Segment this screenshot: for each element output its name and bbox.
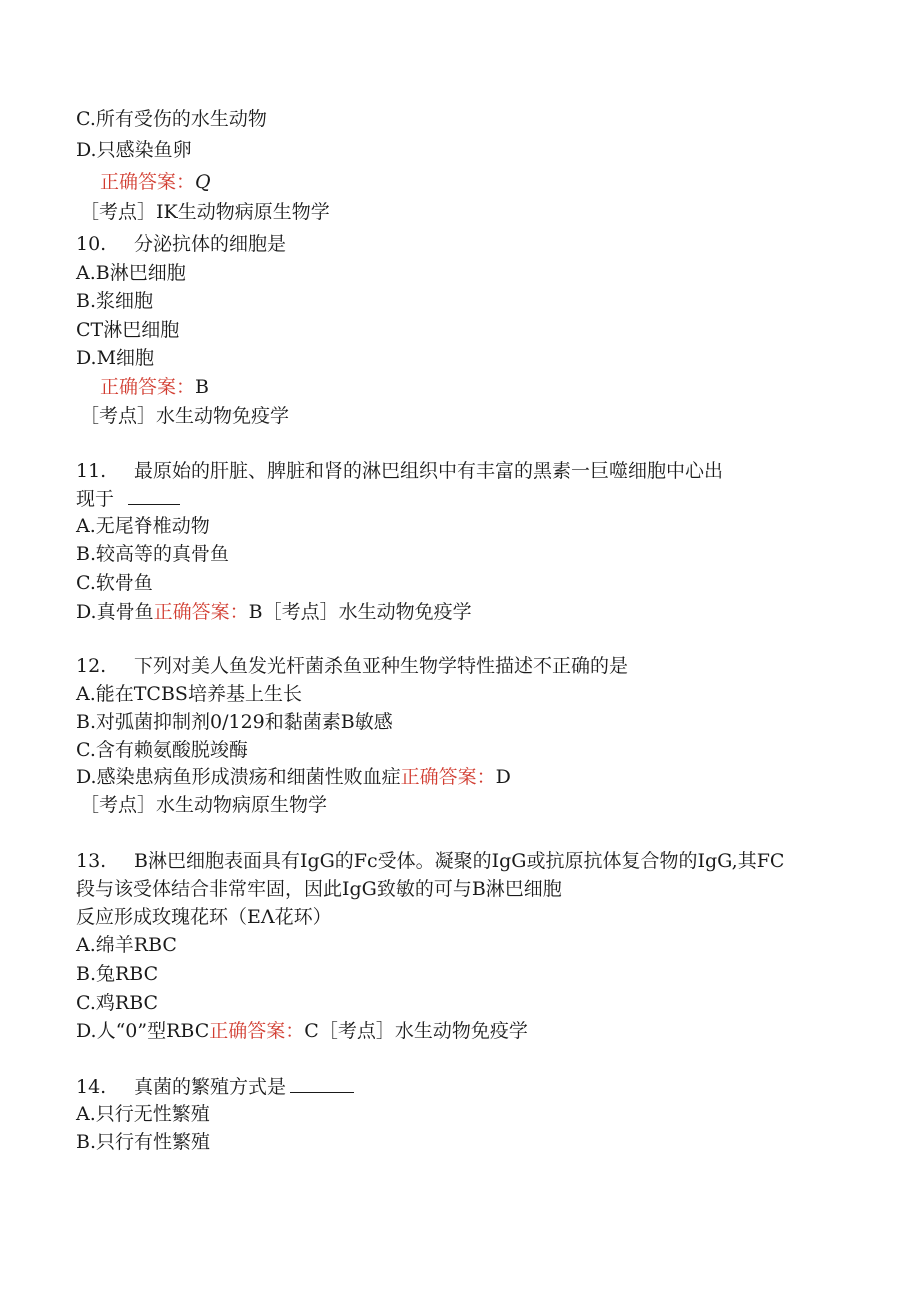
answer-blank bbox=[290, 1074, 354, 1093]
q14-option-b: B.只行有性繁殖 bbox=[76, 1131, 211, 1153]
kaodian: ［考点］水生动物免疫学 bbox=[318, 1020, 528, 1042]
question-text: B淋巴细胞表面具有IgG的Fc受体。凝聚的IgG或抗原抗体复合物的IgG,其FC bbox=[134, 850, 785, 872]
q13-option-a: A.绵羊RBC bbox=[76, 934, 177, 956]
q9-option-c: C.所有受伤的水生动物 bbox=[76, 108, 267, 130]
answer-value: D bbox=[495, 766, 511, 788]
answer-value: B bbox=[248, 601, 263, 623]
q13-option-b: B.兔RBC bbox=[76, 963, 159, 985]
q9-option-d: D.只感染鱼卵 bbox=[76, 139, 192, 161]
answer-label: 正确答案： bbox=[100, 171, 196, 193]
q10-option-b: B.浆细胞 bbox=[76, 290, 154, 312]
q14-option-a: A.只行无性繁殖 bbox=[76, 1103, 210, 1125]
q11-option-a: A.无尾脊椎动物 bbox=[76, 515, 210, 537]
question-text: 现于 bbox=[76, 488, 115, 510]
q10-option-a: A.B淋巴细胞 bbox=[76, 262, 186, 284]
q12-option-c: C.含有赖氨酸脱竣酶 bbox=[76, 739, 248, 761]
answer-label: 正确答案： bbox=[153, 601, 249, 623]
q13-option-d bbox=[76, 1019, 528, 1043]
q13-option-c: C.鸡RBC bbox=[76, 992, 159, 1014]
q14-stem bbox=[76, 1074, 354, 1099]
question-number: 12. bbox=[76, 655, 107, 677]
q13-stem-line1 bbox=[76, 849, 784, 873]
option-text: D.真骨鱼 bbox=[76, 601, 154, 623]
q13-stem-line3: 反应形成玫瑰花环（EΛ花环） bbox=[76, 906, 332, 928]
q10-option-d: D.M细胞 bbox=[76, 347, 155, 369]
q10-stem bbox=[76, 232, 286, 256]
q11-option-c: C.软骨鱼 bbox=[76, 572, 153, 594]
answer-value: Q bbox=[195, 171, 211, 193]
q9-answer bbox=[100, 170, 211, 194]
q11-option-b: B.较高等的真骨鱼 bbox=[76, 543, 230, 565]
q12-stem bbox=[76, 654, 628, 678]
q10-answer bbox=[100, 375, 209, 399]
answer-blank bbox=[128, 486, 180, 505]
q12-option-a: A.能在TCBS培养基上生长 bbox=[76, 683, 302, 705]
answer-label: 正确答案： bbox=[209, 1020, 305, 1042]
answer-label: 正确答案： bbox=[100, 376, 196, 398]
question-number: 10. bbox=[76, 233, 107, 255]
question-number: 13. bbox=[76, 850, 107, 872]
q10-kaodian: ［考点］水生动物免疫学 bbox=[80, 405, 290, 427]
q12-kaodian: ［考点］水生动物病原生物学 bbox=[80, 794, 328, 816]
answer-label: 正确答案： bbox=[400, 766, 496, 788]
answer-value: B bbox=[195, 376, 209, 398]
question-text: 真菌的繁殖方式是 bbox=[134, 1076, 287, 1098]
q11-stem-line2 bbox=[76, 486, 180, 511]
q11-stem-line1 bbox=[76, 459, 723, 483]
question-number: 14. bbox=[76, 1076, 107, 1098]
q10-option-c: CT淋巴细胞 bbox=[76, 319, 180, 341]
question-text: 分泌抗体的细胞是 bbox=[134, 233, 287, 255]
q12-option-b: B.对弧菌抑制剂0/129和黏菌素B敏感 bbox=[76, 711, 393, 733]
question-text: 最原始的肝脏、脾脏和肾的淋巴组织中有丰富的黑素一巨噬细胞中心出 bbox=[134, 460, 724, 482]
question-number: 11. bbox=[76, 460, 107, 482]
option-text: D.人“0”型RBC bbox=[76, 1020, 210, 1042]
q9-kaodian: ［考点］IK生动物病原生物学 bbox=[80, 201, 330, 223]
q11-option-d bbox=[76, 600, 472, 624]
answer-value: C bbox=[304, 1020, 319, 1042]
q12-option-d bbox=[76, 765, 511, 789]
option-text: D.感染患病鱼形成溃疡和细菌性败血症 bbox=[76, 766, 401, 788]
q13-stem-line2: 段与该受体结合非常牢固，因此IgG致敏的可与B淋巴细胞 bbox=[76, 878, 562, 900]
kaodian: ［考点］水生动物免疫学 bbox=[262, 601, 472, 623]
question-text: 下列对美人鱼发光杆菌杀鱼亚种生物学特性描述不正确的是 bbox=[134, 655, 629, 677]
